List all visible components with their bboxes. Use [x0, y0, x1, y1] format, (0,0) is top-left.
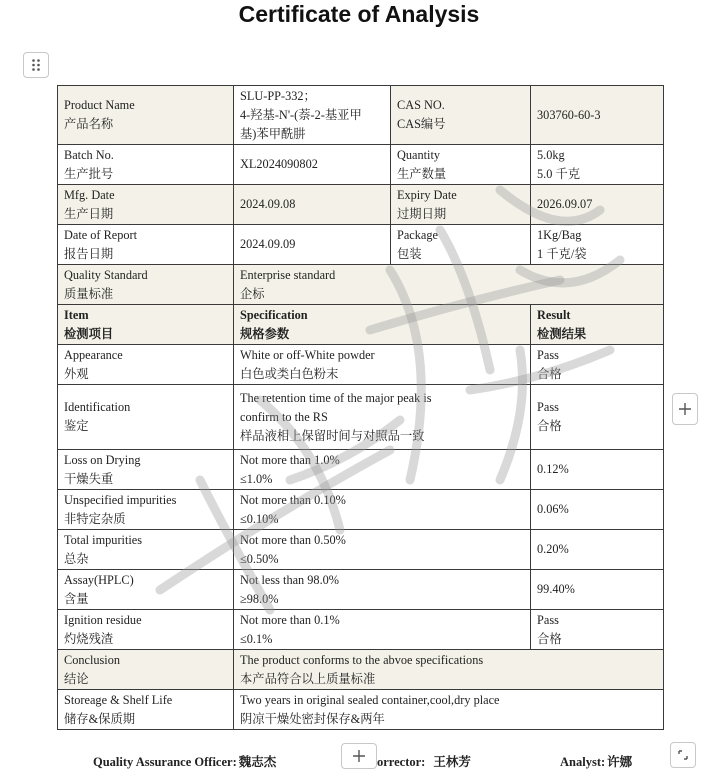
test-item-cell: Identification 鉴定	[58, 385, 234, 450]
test-item-cell: Ignition residue 灼烧残渣	[58, 610, 234, 650]
quantity-label: Quantity 生产数量	[391, 145, 531, 185]
result-column-header: Result 检测结果	[531, 305, 664, 345]
table-row	[58, 225, 664, 265]
test-row	[58, 570, 664, 610]
table-row	[58, 185, 664, 225]
test-result-cell: 0.20%	[531, 530, 664, 570]
batch-value: XL2024090802	[234, 145, 391, 185]
tests-body	[58, 345, 664, 650]
test-item-cell: Total impurities 总杂	[58, 530, 234, 570]
table-row	[58, 145, 664, 185]
test-row	[58, 610, 664, 650]
quality-standard-label: Quality Standard 质量标准	[58, 265, 234, 305]
table-row	[58, 86, 664, 145]
grip-dots-icon	[30, 58, 42, 72]
test-row	[58, 450, 664, 490]
coa-table	[57, 85, 664, 730]
test-spec-cell: Not less than 98.0% ≥98.0%	[234, 570, 531, 610]
analyst-signature: Analyst: 许娜	[560, 755, 633, 769]
quantity-value: 5.0kg 5.0 千克	[531, 145, 664, 185]
add-column-button[interactable]	[672, 393, 698, 425]
test-item-cell: Unspecified impurities 非特定杂质	[58, 490, 234, 530]
test-result-cell: 0.12%	[531, 450, 664, 490]
add-row-button[interactable]	[341, 743, 377, 769]
test-spec-cell: Not more than 0.50% ≤0.50%	[234, 530, 531, 570]
conclusion-label: Conclusion 结论	[58, 650, 234, 690]
test-spec-cell: White or off-White powder 白色或类白色粉末	[234, 345, 531, 385]
test-result-cell: 99.40%	[531, 570, 664, 610]
conclusion-row	[58, 650, 664, 690]
test-row	[58, 490, 664, 530]
test-row	[58, 385, 664, 450]
test-spec-cell: The retention time of the major peak is confirm to the RS 样品液相上保留时间与对照品一致	[234, 385, 531, 450]
storage-label: Storeage & Shelf Life 储存&保质期	[58, 690, 234, 730]
mfg-date-label: Mfg. Date 生产日期	[58, 185, 234, 225]
cas-value: 303760-60-3	[531, 86, 664, 145]
batch-label: Batch No. 生产批号	[58, 145, 234, 185]
document-title: Certificate of Analysis	[238, 1, 480, 27]
item-column-header: Item 检测项目	[58, 305, 234, 345]
report-date-value: 2024.09.09	[234, 225, 391, 265]
column-header-row	[58, 305, 664, 345]
expiry-date-value: 2026.09.07	[531, 185, 664, 225]
test-item-cell: Loss on Drying 干燥失重	[58, 450, 234, 490]
conclusion-value: The product conforms to the abvoe specifications 本产品符合以上质量标准	[234, 650, 664, 690]
product-name-value: SLU-PP-332； 4-羟基-N'-(萘-2-基亚甲 基)苯甲酰肼	[234, 86, 391, 145]
mfg-date-value: 2024.09.08	[234, 185, 391, 225]
table-row	[58, 265, 664, 305]
resize-handle[interactable]	[670, 742, 696, 768]
test-result-cell: 0.06%	[531, 490, 664, 530]
drag-handle-button[interactable]	[23, 52, 49, 78]
test-spec-cell: Not more than 1.0% ≤1.0%	[234, 450, 531, 490]
test-item-cell: Assay(HPLC) 含量	[58, 570, 234, 610]
package-value: 1Kg/Bag 1 千克/袋	[531, 225, 664, 265]
storage-value: Two years in original sealed container,cool,dry place 阴凉干燥处密封保存&两年	[234, 690, 664, 730]
test-spec-cell: Not more than 0.10% ≤0.10%	[234, 490, 531, 530]
corrector-signature: orrector: 王林芳	[377, 755, 471, 769]
test-result-cell: Pass 合格	[531, 385, 664, 450]
test-row	[58, 530, 664, 570]
test-result-cell: Pass 合格	[531, 345, 664, 385]
test-spec-cell: Not more than 0.1% ≤0.1%	[234, 610, 531, 650]
storage-row	[58, 690, 664, 730]
plus-icon	[352, 749, 366, 763]
qa-officer-signature: Quality Assurance Officer: 魏志杰	[93, 755, 277, 769]
report-date-label: Date of Report 报告日期	[58, 225, 234, 265]
resize-corner-icon	[677, 749, 689, 761]
expiry-date-label: Expiry Date 过期日期	[391, 185, 531, 225]
cas-label: CAS NO. CAS编号	[391, 86, 531, 145]
test-row	[58, 345, 664, 385]
test-item-cell: Appearance 外观	[58, 345, 234, 385]
test-result-cell: Pass 合格	[531, 610, 664, 650]
quality-standard-value: Enterprise standard 企标	[234, 265, 664, 305]
spec-column-header: Specification 规格参数	[234, 305, 531, 345]
product-name-label: Product Name 产品名称	[58, 86, 234, 145]
plus-icon	[678, 402, 692, 416]
package-label: Package 包装	[391, 225, 531, 265]
